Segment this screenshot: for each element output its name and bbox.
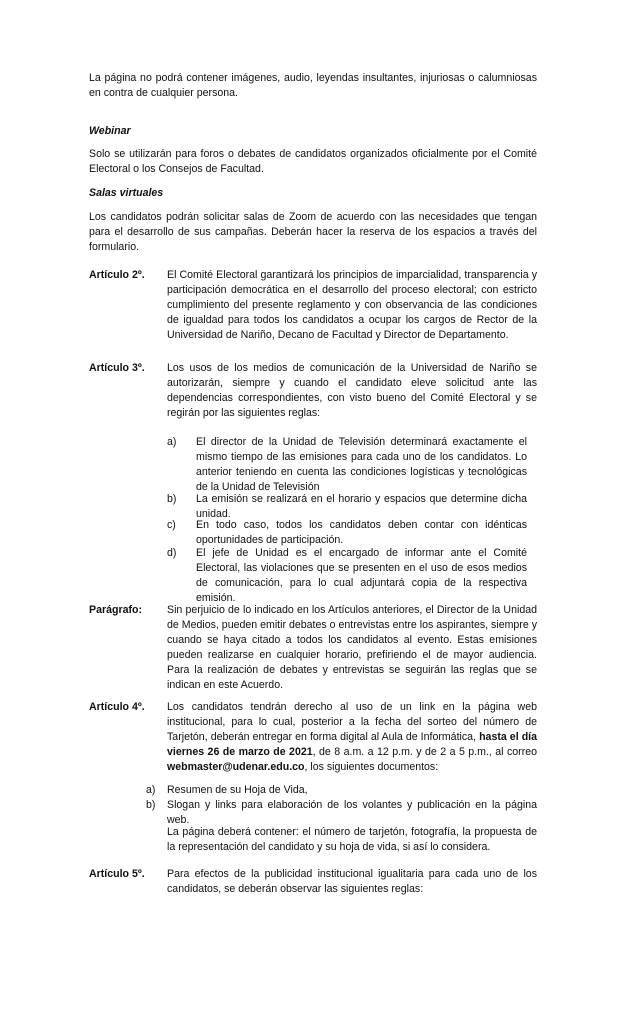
- articulo-3-text: Los usos de los medios de comunicación de la Universidad de Nariño se autorizarán, siempre y cuando el candidato eleve solicitud ante las dependencias correspondientes, con visto bueno del Comité Electoral y se regirán por las siguientes reglas:: [167, 362, 537, 419]
- list-item: Slogan y links para elaboración de los volantes y publicación en la página web.: [167, 799, 537, 826]
- articulo-4-closing: La página deberá contener: el número de tarjetón, fotografía, la propuesta de la representación del candidato y su hoja de vida, si así lo considera.: [167, 826, 537, 853]
- articulo-4-label: Artículo 4º.: [89, 701, 145, 713]
- webinar-text: Solo se utilizarán para foros o debates de candidatos organizados oficialmente por el Comité Electoral o los Consejos de Facultad.: [89, 148, 537, 175]
- list-marker: d): [167, 547, 177, 559]
- articulo-2-text: El Comité Electoral garantizará los principios de imparcialidad, transparencia y participación democrática en el desarrollo del proceso electoral; con estricto cumplimiento del presente reglamento y con observancia de las condiciones de igualdad para todos los candidatos a ocupar los cargos de Rector de la Universidad de Nariño, Decano de Facultad y Director de Departamento.: [167, 269, 537, 341]
- email-address: webmaster@udenar.edu.co: [167, 761, 305, 773]
- list-marker: a): [146, 784, 156, 796]
- salas-heading: Salas virtuales: [89, 187, 164, 199]
- articulo-2-label: Artículo 2º.: [89, 269, 145, 281]
- articulo-5-text: Para efectos de la publicidad institucional igualitaria para cada uno de los candidatos, se deberán observar las siguientes reglas:: [167, 868, 537, 895]
- intro-paragraph: La página no podrá contener imágenes, audio, leyendas insultantes, injuriosas o calumniosas en contra de cualquier persona.: [89, 72, 537, 99]
- list-item: Resumen de su Hoja de Vida,: [167, 784, 308, 796]
- webinar-heading: Webinar: [89, 125, 131, 137]
- list-marker: b): [146, 799, 156, 811]
- salas-text: Los candidatos podrán solicitar salas de Zoom de acuerdo con las necesidades que tengan para el desarrollo de sus campañas. Deberán hacer la reserva de los espacios a través del formulario.: [89, 211, 537, 253]
- paragrafo-text: Sin perjuicio de lo indicado en los Artículos anteriores, el Director de la Unidad de Medios, pueden emitir debates o entrevistas entre los aspirantes, siempre y cuando se haya citado a todos los candidatos al evento. Estas emisiones pueden realizarse en cualquier horario, prefiriendo el de mayor audiencia. Para la realización de debates y entrevistas se seguirán las reglas que se indican en este Acuerdo.: [167, 604, 537, 691]
- list-item: El jefe de Unidad es el encargado de informar ante el Comité Electoral, las violaciones que se presenten en el uso de esos medios de comunicación, para lo cual adjuntará copia de la respectiva emisión.: [196, 547, 527, 604]
- articulo-3-label: Artículo 3º.: [89, 362, 145, 374]
- list-item: En todo caso, todos los candidatos deben contar con idénticas oportunidades de participación.: [196, 519, 527, 546]
- deadline-date: hasta el día viernes 26 de marzo de 2021: [167, 731, 538, 758]
- paragrafo-label: Parágrafo:: [89, 604, 142, 616]
- list-marker: b): [167, 493, 177, 505]
- list-marker: c): [167, 519, 176, 531]
- articulo-5-label: Artículo 5º.: [89, 868, 145, 880]
- list-marker: a): [167, 436, 177, 448]
- articulo-4-text: Los candidatos tendrán derecho al uso de un link en la página web institucional, para lo cual, posterior a la fecha del sorteo del número de Tarjetón, deberán entregar en forma digital al Aula de Informática, hasta el día viernes 26 de marzo de 2021, de 8 a.m. a 12 p.m. y de 2 a 5 p.m., al correo webmaster@udenar.edu.co, los siguientes documentos:: [167, 701, 538, 773]
- list-item: La emisión se realizará en el horario y espacios que determine dicha unidad.: [196, 493, 527, 520]
- list-item: El director de la Unidad de Televisión determinará exactamente el mismo tiempo de las emisiones para cada uno de los candidatos. Lo anterior teniendo en cuenta las condiciones logísticas y tecnológicas de la Unidad de Televisión: [196, 436, 527, 493]
